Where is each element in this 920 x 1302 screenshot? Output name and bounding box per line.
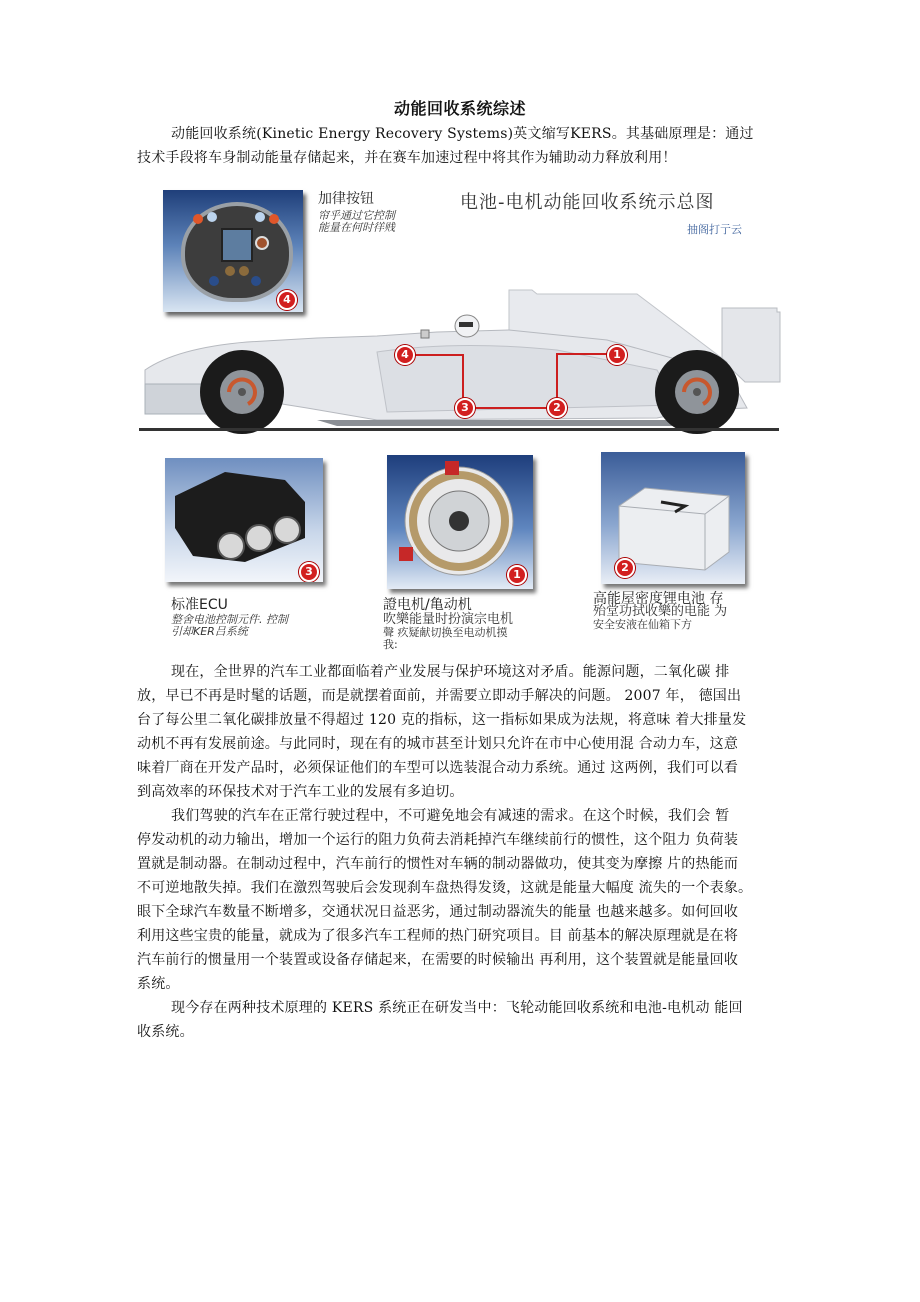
ecu-image bbox=[165, 458, 323, 582]
callout-desc-button: 帘乎通过它控制 能量在何时徉贱 bbox=[318, 209, 395, 234]
ground-line bbox=[139, 428, 779, 431]
callout-badge-3: 3 bbox=[299, 562, 319, 582]
body-paragraph-3: 现今存在两种技术原理的 KERS 系统正在研发当中：飞轮动能回收系统和电池-电机动 能回 收系统。 bbox=[137, 1000, 743, 1040]
intro-line: 动能回收系统(Kinetic Energy Recovery Systems)英文缩写KERS。其基础原理是：通过 bbox=[171, 126, 754, 142]
callout-desc-motor: 吹樂能量时扮演宗电机 聲 疚疑献切换至电动机摸 我: bbox=[383, 612, 514, 651]
body-paragraph-1: 现在，全世界的汽车工业都面临着产业发展与保护环境这对矛盾。能源问题，二氧化碳 排 放，早已不再是时髦的话题，而是就摆着面前，并需要立即动手解决的问题。 2007 年， 德国出 台了每公里二氧化碳排放量不得超过 120 克的指标，这一指标如果成为法规，将意味 着大排量发 动机不再有发展前途。与此同时，现在有的城市甚至计划只允许在市中心使用混 合动力车，这意 味着厂商在开发产品时，必须保证他们的车型可以选装混合动力系统。通过 这两例，我们可以看 到高效率的环保技术对于汽车工业的发展有多迫切。 bbox=[137, 664, 747, 800]
callout-desc-ecu: 整舍电池控制元件. 控制 引却KER吕系统 bbox=[171, 613, 288, 638]
intro-line: 技术手段将车身制动能量存储起来，并在赛车加速过程中将其作为辅助动力释放利用！ bbox=[137, 150, 677, 166]
callout-badge-2: 2 bbox=[615, 558, 635, 578]
car-marker-4: 4 bbox=[395, 345, 415, 365]
motor-generator-image bbox=[387, 455, 533, 589]
callout-heading-motor: 證电机/亀动机 bbox=[383, 597, 472, 613]
callout-heading-button: 加律按钮 bbox=[318, 191, 374, 207]
figure-title: 电池-电机动能回收系统示总图 bbox=[460, 192, 715, 213]
document-title: 动能回收系统综述 bbox=[393, 99, 526, 118]
callout-badge-4: 4 bbox=[277, 290, 297, 310]
car-marker-1: 1 bbox=[607, 345, 627, 365]
body-paragraph-2: 我们驾驶的汽车在正常行驶过程中，不可避免地会有减速的需求。在这个时候，我们会 暂 停发动机的动力输出，增加一个运行的阻力负荷去消耗掉汽车继续前行的惯性，这个阻力 负荷装 置就是制动器。在制动过程中，汽车前行的惯性对车辆的制动器做功，使其变为摩擦 片的热能而 不可逆地散失掉。我们在激烈驾驶后会发现刹车盘热得发烫，这就是能量大幅度 流失的一个表象。 眼下全球汽车数量不断增多，交通状况日益恶劣，通过制动器流失的能量 也越来越多。如何回收 利用这些宝贵的能量，就成为了很多汽车工程师的热门研究项目。目 前基本的解决原理就是在将 汽车前行的惯量用一个装置或设备存储起来，在需要的时候输出 再利用，这个装置就是能量回收 系统。 bbox=[137, 808, 753, 992]
car-marker-3: 3 bbox=[455, 398, 475, 418]
callout-desc-battery: 殆堂功拭收樂的电能 为 安全安液在仙箱下方 bbox=[593, 604, 728, 631]
callout-heading-battery: 高能屋密度锂电池 存 bbox=[593, 591, 724, 607]
battery-image bbox=[601, 452, 745, 584]
callout-heading-ecu: 标准ECU bbox=[171, 597, 228, 613]
ecu-icon bbox=[165, 458, 323, 582]
intro-paragraph bbox=[137, 122, 785, 170]
callout-badge-1: 1 bbox=[507, 565, 527, 585]
figure-credit: 抽阁打亍云 bbox=[687, 223, 742, 236]
kers-system-figure bbox=[137, 180, 783, 650]
car-marker-2: 2 bbox=[547, 398, 567, 418]
